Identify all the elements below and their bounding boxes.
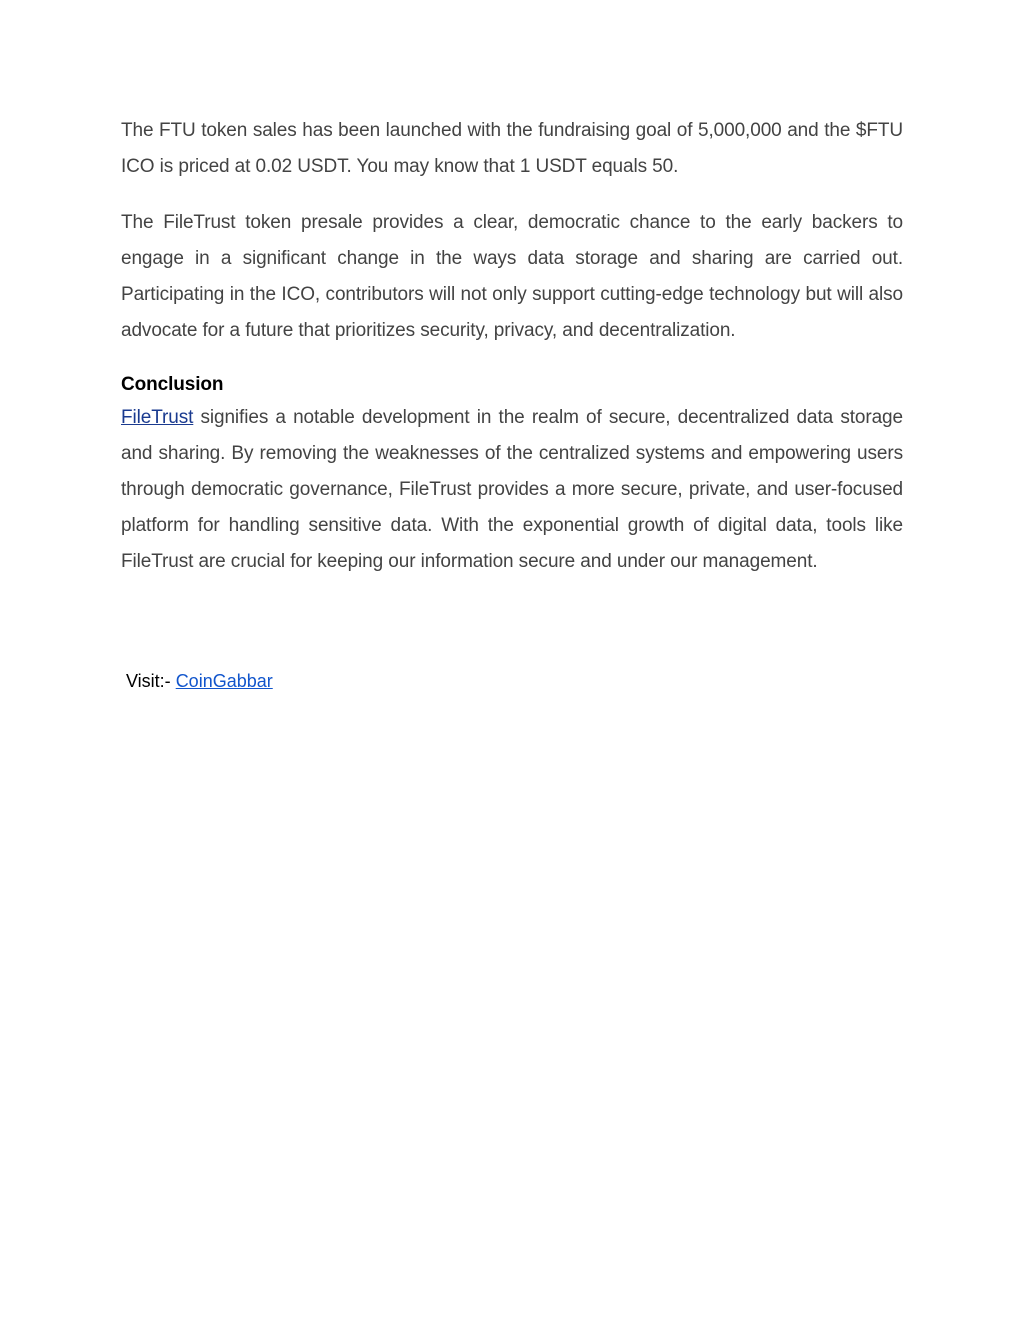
coingabbar-link[interactable]: CoinGabbar: [175, 671, 273, 691]
document-page: [121, 113, 903, 580]
visit-line: [126, 669, 273, 693]
paragraph-conclusion: [121, 400, 903, 580]
visit-label: Visit:-: [126, 671, 176, 691]
conclusion-text: signifies a notable development in the realm of secure, decentralized data storage and sharing. By removing the weaknesses of the centralized systems and empowering users through democratic governance, FileTrust provides a more secure, private, and user-focused platform for handling sensitive data. With the exponential growth of digital data, tools like FileTrust are crucial for keeping our information secure and under our management.: [121, 406, 903, 572]
filetrust-link[interactable]: FileTrust: [121, 406, 194, 428]
paragraph-ftu-token-sale: The FTU token sales has been launched with the fundraising goal of 5,000,000 and the $FTU ICO is priced at 0.02 USDT. You may know that 1 USDT equals 50.: [121, 120, 903, 178]
conclusion-heading: Conclusion: [121, 373, 224, 395]
paragraph-presale: The FileTrust token presale provides a clear, democratic chance to the early backers to engage in a significant change in the ways data storage and sharing are carried out. Participating in the ICO, contributors will not only support cutting-edge technology but will also advocate for a future that prioritizes security, privacy, and decentralization.: [121, 212, 903, 342]
